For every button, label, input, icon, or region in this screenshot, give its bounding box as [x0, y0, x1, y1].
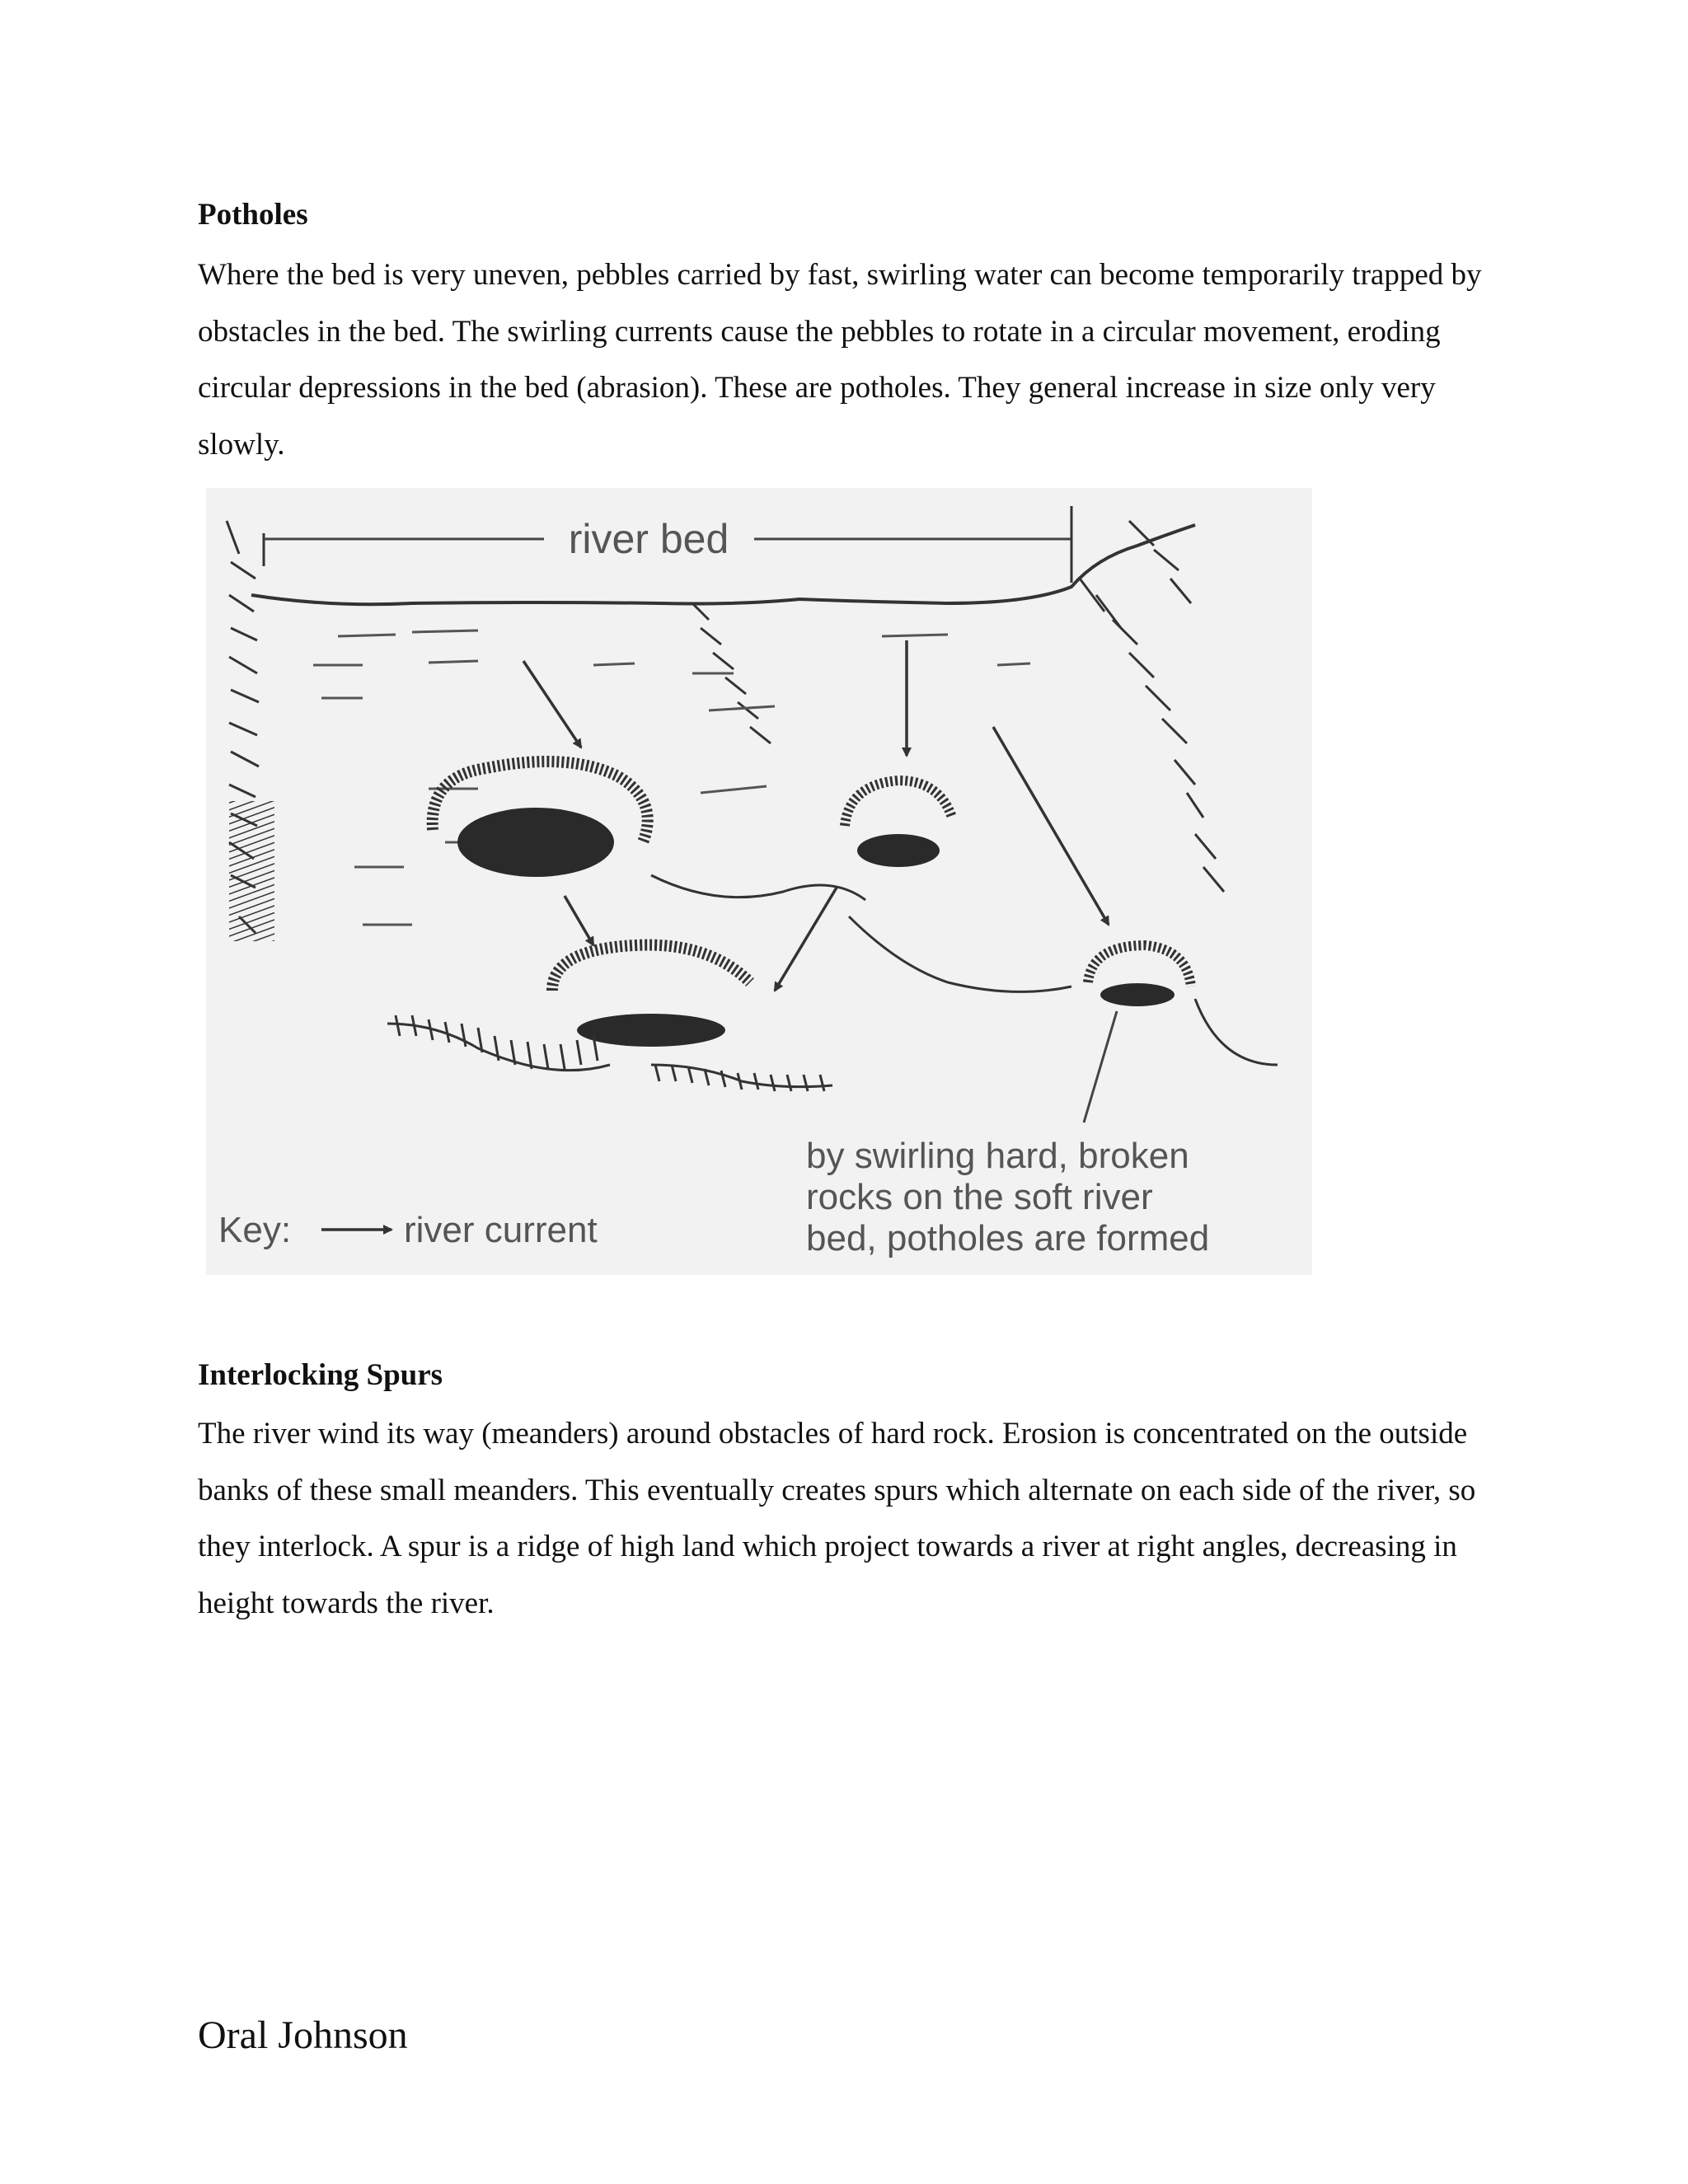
- key-label: Key:: [218, 1210, 292, 1250]
- potholes-paragraph: Where the bed is very uneven, pebbles carried by fast, swirling water can become temporarily trapped by obstacles in the bed. The swirling currents cause the pebbles to rotate in a circular movement, eroding circular depressions in the bed (abrasion). These are potholes. They general increase in size only very slowly.: [198, 258, 1482, 462]
- diagram-key: [218, 1210, 598, 1250]
- caption-line-1: by swirling hard, broken: [806, 1136, 1189, 1176]
- potholes-heading: Potholes: [198, 198, 308, 232]
- caption-line-3: bed, potholes are formed: [806, 1218, 1210, 1258]
- left-bank: [227, 521, 274, 941]
- pothole-lower-right: [1088, 945, 1191, 1006]
- caption-pointer: [1084, 1011, 1117, 1122]
- spurs-paragraph: The river wind its way (meanders) around obstacles of hard rock. Erosion is concentrated on the outside banks of these small meanders. This eventually creates spurs which alternate on each side of the river, so they interlock. A spur is a ridge of high land which project towards a river at right angles, decreasing in height towards the river.: [198, 1417, 1476, 1620]
- pothole-upper-left: [433, 762, 648, 877]
- caption-line-2: rocks on the soft river: [806, 1177, 1153, 1217]
- current-arrows: [523, 640, 1109, 991]
- river-bed-measure: [264, 506, 1071, 583]
- pothole-lower-left: [552, 945, 750, 1047]
- pothole-diagram: [206, 488, 1312, 1275]
- river-bed-label: river bed: [568, 516, 729, 562]
- spurs-heading: Interlocking Spurs: [198, 1358, 443, 1392]
- key-text: river current: [404, 1210, 598, 1250]
- right-bank: [1080, 521, 1224, 892]
- water-dashes: [313, 630, 1030, 925]
- diagram-caption: [806, 1136, 1209, 1258]
- river-floor: [387, 875, 1278, 1091]
- pothole-upper-middle: [845, 780, 952, 867]
- author-name: Oral Johnson: [198, 2013, 408, 2057]
